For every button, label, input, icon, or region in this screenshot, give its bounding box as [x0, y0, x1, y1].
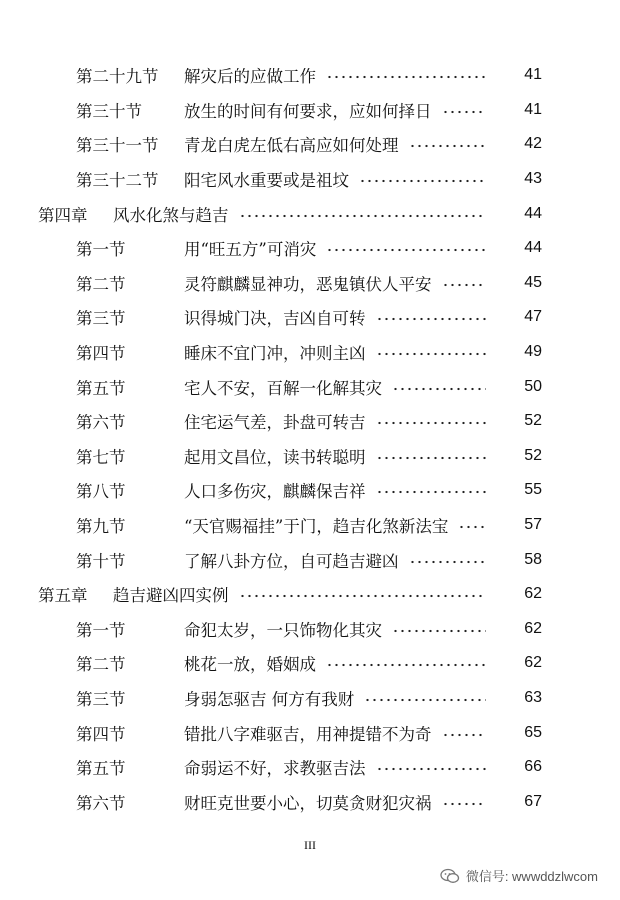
- table-of-contents: [0, 58, 620, 819]
- toc-section-row: [0, 439, 620, 474]
- toc-section-row: [0, 58, 620, 93]
- toc-section-row: [0, 300, 620, 335]
- toc-entry-title: 人口多伤灾，麒麟保吉祥: [184, 482, 366, 502]
- toc-entry-number: 第五节: [76, 759, 126, 779]
- toc-entry-number: 第五节: [76, 378, 126, 398]
- dot-leader: [376, 490, 487, 494]
- toc-entry-page: 41: [524, 100, 542, 118]
- toc-chapter-row: [0, 196, 620, 231]
- toc-entry-title: 睡床不宜门冲，冲则主凶: [184, 344, 366, 364]
- toc-entry-number: 第六节: [76, 793, 126, 813]
- toc-entry-number: 第八节: [76, 482, 126, 502]
- dot-leader: [326, 663, 486, 667]
- toc-entry-number: 第一节: [76, 620, 126, 640]
- toc-entry-page: 47: [524, 308, 542, 326]
- toc-entry-number: 第四节: [76, 344, 126, 364]
- toc-section-row: [0, 162, 620, 197]
- toc-entry-title: 灵符麒麟显神功，恶鬼镇伏人平安: [184, 274, 432, 294]
- toc-section-row: [0, 508, 620, 543]
- toc-entry-page: 44: [524, 239, 542, 257]
- page-number: III: [304, 838, 316, 852]
- toc-entry-number: 第三节: [76, 689, 126, 709]
- toc-entry-number: 第四章: [38, 205, 88, 225]
- toc-entry-title: 阳宅风水重要或是祖坟: [184, 171, 349, 191]
- toc-entry-page: 41: [524, 66, 542, 84]
- toc-entry-number: 第二节: [76, 655, 126, 675]
- dot-leader: [239, 594, 487, 598]
- toc-entry-number: 第三节: [76, 309, 126, 329]
- toc-entry-number: 第六节: [76, 413, 126, 433]
- toc-entry-number: 第四节: [76, 724, 126, 744]
- toc-entry-title: 住宅运气差，卦盘可转吉: [184, 413, 366, 433]
- toc-section-row: [0, 335, 620, 370]
- toc-entry-page: 52: [524, 412, 542, 430]
- toc-entry-title: 用“旺五方”可消灾: [184, 240, 317, 260]
- toc-entry-title: 身弱怎驱吉 何方有我财: [184, 689, 355, 709]
- toc-section-row: [0, 542, 620, 577]
- toc-entry-title: 命犯太岁，一只饰物化其灾: [184, 620, 382, 640]
- toc-entry-title: 放生的时间有何要求，应如何择日: [184, 101, 432, 121]
- dot-leader: [442, 802, 487, 806]
- toc-entry-page: 52: [524, 446, 542, 464]
- dot-leader: [442, 733, 487, 737]
- toc-entry-page: 67: [524, 792, 542, 810]
- toc-section-row: [0, 404, 620, 439]
- toc-entry-title: 青龙白虎左低右高应如何处理: [184, 136, 399, 156]
- toc-entry-number: 第三十一节: [76, 136, 159, 156]
- toc-entry-title: 风水化煞与趋吉: [113, 205, 229, 225]
- dot-leader: [458, 525, 486, 529]
- toc-entry-page: 66: [524, 758, 542, 776]
- toc-entry-page: 58: [524, 550, 542, 568]
- toc-entry-page: 62: [524, 585, 542, 603]
- wechat-icon: [440, 868, 460, 884]
- toc-entry-page: 57: [524, 516, 542, 534]
- dot-leader: [359, 179, 486, 183]
- toc-entry-number: 第十节: [76, 551, 126, 571]
- toc-section-row: [0, 784, 620, 819]
- toc-section-row: [0, 473, 620, 508]
- toc-entry-number: 第七节: [76, 447, 126, 467]
- toc-entry-page: 45: [524, 273, 542, 291]
- toc-entry-page: 62: [524, 619, 542, 637]
- toc-entry-title: 解灾后的应做工作: [184, 67, 316, 87]
- dot-leader: [239, 214, 487, 218]
- toc-section-row: [0, 369, 620, 404]
- toc-entry-page: 44: [524, 204, 542, 222]
- dot-leader: [376, 352, 487, 356]
- toc-section-row: [0, 127, 620, 162]
- toc-entry-title: 了解八卦方位，自可趋吉避凶: [184, 551, 399, 571]
- dot-leader: [326, 75, 486, 79]
- toc-entry-page: 62: [524, 654, 542, 672]
- toc-entry-title: 宅人不安，百解一化解其灾: [184, 378, 382, 398]
- toc-entry-number: 第五章: [38, 586, 88, 606]
- watermark: [440, 866, 598, 885]
- dot-leader: [442, 283, 487, 287]
- toc-entry-title: “天官赐福挂”于门，趋吉化煞新法宝: [184, 517, 449, 537]
- dot-leader: [376, 456, 487, 460]
- toc-section-row: [0, 612, 620, 647]
- dot-leader: [442, 110, 487, 114]
- dot-leader: [364, 698, 486, 702]
- toc-entry-page: 42: [524, 135, 542, 153]
- dot-leader: [392, 387, 486, 391]
- toc-section-row: [0, 646, 620, 681]
- toc-section-row: [0, 93, 620, 128]
- toc-entry-number: 第九节: [76, 517, 126, 537]
- toc-section-row: [0, 231, 620, 266]
- watermark-text: 微信号: wwwddzlwcom: [465, 869, 598, 884]
- dot-leader: [409, 144, 487, 148]
- toc-entry-page: 63: [524, 688, 542, 706]
- toc-entry-title: 桃花一放，婚姻成: [184, 655, 316, 675]
- toc-section-row: [0, 266, 620, 301]
- toc-entry-title: 错批八字难驱吉，用神提错不为奇: [184, 724, 432, 744]
- toc-entry-number: 第三十节: [76, 101, 142, 121]
- toc-entry-page: 55: [524, 481, 542, 499]
- toc-entry-page: 65: [524, 723, 542, 741]
- toc-section-row: [0, 681, 620, 716]
- dot-leader: [326, 248, 486, 252]
- toc-entry-title: 趋吉避凶四实例: [113, 586, 229, 606]
- dot-leader: [392, 629, 486, 633]
- dot-leader: [376, 317, 487, 321]
- toc-section-row: [0, 715, 620, 750]
- toc-chapter-row: [0, 577, 620, 612]
- dot-leader: [376, 421, 487, 425]
- toc-entry-number: 第二十九节: [76, 67, 159, 87]
- toc-section-row: [0, 750, 620, 785]
- toc-entry-page: 49: [524, 343, 542, 361]
- dot-leader: [376, 767, 487, 771]
- toc-entry-page: 50: [524, 377, 542, 395]
- toc-entry-title: 命弱运不好，求教驱吉法: [184, 759, 366, 779]
- toc-entry-page: 43: [524, 170, 542, 188]
- dot-leader: [409, 560, 487, 564]
- toc-entry-number: 第二节: [76, 274, 126, 294]
- toc-entry-number: 第三十二节: [76, 171, 159, 191]
- toc-entry-title: 财旺克世要小心，切莫贪财犯灾祸: [184, 793, 432, 813]
- toc-entry-title: 识得城门决，吉凶自可转: [184, 309, 366, 329]
- toc-entry-number: 第一节: [76, 240, 126, 260]
- toc-entry-title: 起用文昌位，读书转聪明: [184, 447, 366, 467]
